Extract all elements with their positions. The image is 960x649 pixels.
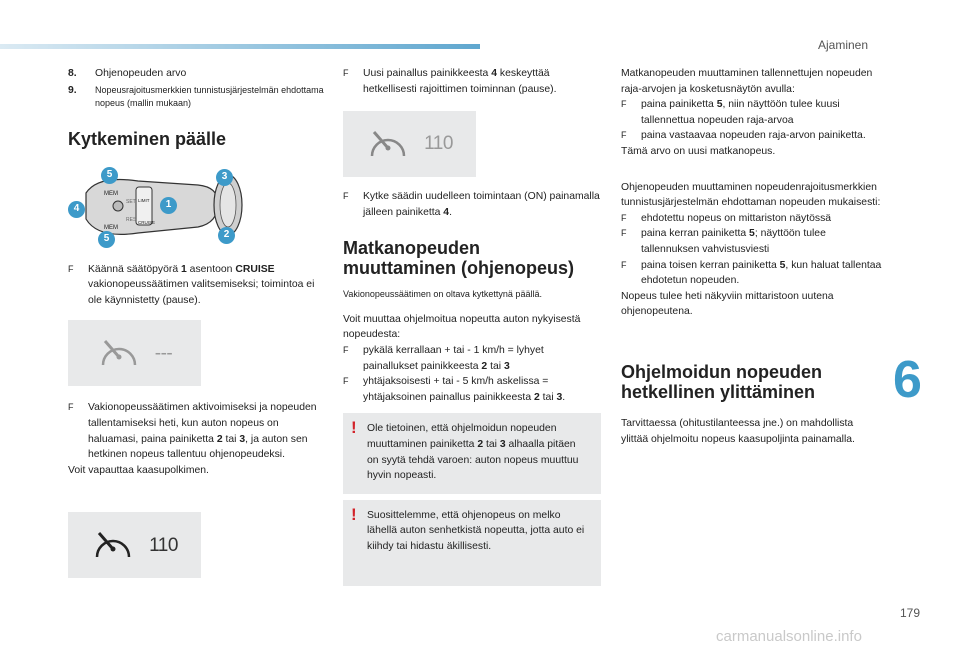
cruise-control-stalk-illustration: MEM SET RES MEM LIMIT CRUISE 5 3 1 4 2 5 bbox=[68, 163, 248, 248]
page-number: 179 bbox=[900, 606, 921, 620]
callout-5: 5 bbox=[98, 231, 115, 248]
watermark: carmanualsonline.info bbox=[716, 628, 862, 645]
warning-icon: ! bbox=[351, 504, 357, 524]
speedometer-icon bbox=[91, 527, 135, 563]
paragraph: Tarvittaessa (ohitustilanteessa jne.) on mahdollista ylittää ohjelmoitu nopeus kaasupoljinta painamalla. bbox=[621, 417, 855, 445]
list-item: 8. Ohjenopeuden arvo bbox=[68, 68, 187, 79]
column-3 bbox=[621, 66, 883, 447]
callout-2: 2 bbox=[218, 227, 235, 244]
paragraph: Nopeus tulee heti näkyviin mittaristoon uutena ohjenopeutena. bbox=[621, 290, 834, 318]
instruction-bullet: F paina toisen kerran painiketta 5, kun haluat tallentaa ehdotetun nopeuden. bbox=[621, 259, 882, 287]
warning-icon: ! bbox=[351, 418, 357, 438]
chapter-number: 6 bbox=[893, 351, 922, 409]
paragraph: Ohjenopeuden muuttaminen nopeudenrajoitusmerkkien tunnistusjärjestelmän ehdottaman nopeuden mukaisesti: bbox=[621, 181, 881, 209]
instruction-bullet: F Vakionopeussäätimen aktivoimiseksi ja nopeuden tallentamiseksi heti, kun auton nopeus on haluamasi, paina painiketta 2 tai 3, ja auton sen hetkinen nopeus tallentuu ohjenopeudeksi. bbox=[68, 402, 317, 461]
list-item: 9. Nopeusrajoitusmerkkien tunnistusjärjestelmän ehdottama nopeus (mallin mukaan) bbox=[68, 84, 324, 109]
instruction-bullet: F paina painiketta 5, niin näyttöön tulee kuusi tallennettua nopeuden raja-arvoa bbox=[621, 99, 840, 126]
paragraph: Matkanopeuden muuttaminen tallennettujen nopeuden raja-arvojen ja kosketusnäytön avulla: bbox=[621, 68, 873, 95]
paragraph: Voit muuttaa ohjelmoitua nopeutta auton nykyisestä nopeudesta: bbox=[343, 313, 581, 341]
callout-4: 4 bbox=[68, 201, 85, 218]
callout-1: 1 bbox=[160, 197, 177, 214]
section-title: Ajaminen bbox=[818, 38, 869, 52]
paragraph: Voit vapauttaa kaasupolkimen. bbox=[68, 464, 209, 476]
warning-box: ! Ole tietoinen, että ohjelmoidun nopeuden muuttaminen painiketta 2 tai 3 alhaalla pitäen on syytä tehdä varoen: auton nopeus muuttuu hyvin nopeasti. bbox=[343, 413, 601, 493]
paragraph: Tämä arvo on uusi matkanopeus. bbox=[621, 145, 776, 157]
section-heading: Kytkeminen päälle bbox=[68, 128, 227, 149]
display-pause: --- bbox=[68, 320, 201, 386]
warning-box: ! Suosittelemme, että ohjenopeus on melko lähellä auton senhetkistä nopeutta, jotta auto ei kiihdy tai hidastu äkillisesti. bbox=[343, 500, 601, 586]
speedometer-icon bbox=[97, 335, 141, 371]
section-heading: Matkanopeuden muuttaminen (ohjenopeus) bbox=[343, 238, 574, 279]
column-2 bbox=[343, 66, 601, 586]
callout-3: 3 bbox=[216, 169, 233, 186]
section-heading: Ohjelmoidun nopeuden hetkellinen ylittäminen bbox=[621, 361, 822, 402]
speedometer-icon bbox=[366, 126, 410, 162]
instruction-bullet: F pykälä kerrallaan + tai - 1 km/h = lyhyet painallukset painikkeesta 2 tai 3 bbox=[343, 345, 544, 372]
instruction-bullet: F ehdotettu nopeus on mittariston näytössä bbox=[621, 212, 832, 224]
instruction-bullet: F yhtäjaksoisesti + tai - 5 km/h askelissa = yhtäjaksoinen painallus painikkeesta 2 tai 3. bbox=[343, 376, 566, 403]
note: Vakionopeussäätimen on oltava kytkettynä päällä. bbox=[343, 289, 542, 300]
column-1 bbox=[68, 66, 330, 578]
instruction-bullet: F paina kerran painiketta 5; näyttöön tulee tallennuksen vahvistusviesti bbox=[621, 228, 826, 255]
display-paused-110: 110 bbox=[343, 111, 476, 177]
instruction-bullet: F Kytke säädin uudelleen toimintaan (ON) painamalla jälleen painiketta 4. bbox=[343, 191, 600, 218]
instruction-bullet: F paina vastaavaa nopeuden raja-arvon painiketta. bbox=[621, 130, 866, 142]
instruction-bullet: F Käännä säätöpyörä 1 asentoon CRUISE vakionopeussäätimen valitsemiseksi; toimintoa ei ole käynnistetty (pause). bbox=[68, 263, 315, 306]
header-accent-bar bbox=[0, 44, 480, 49]
callout-5: 5 bbox=[101, 167, 118, 184]
instruction-bullet: F Uusi painallus painikkeesta 4 keskeyttää hetkellisesti rajoittimen toiminnan (pause). bbox=[343, 68, 557, 95]
display-active: 110 bbox=[68, 512, 201, 578]
